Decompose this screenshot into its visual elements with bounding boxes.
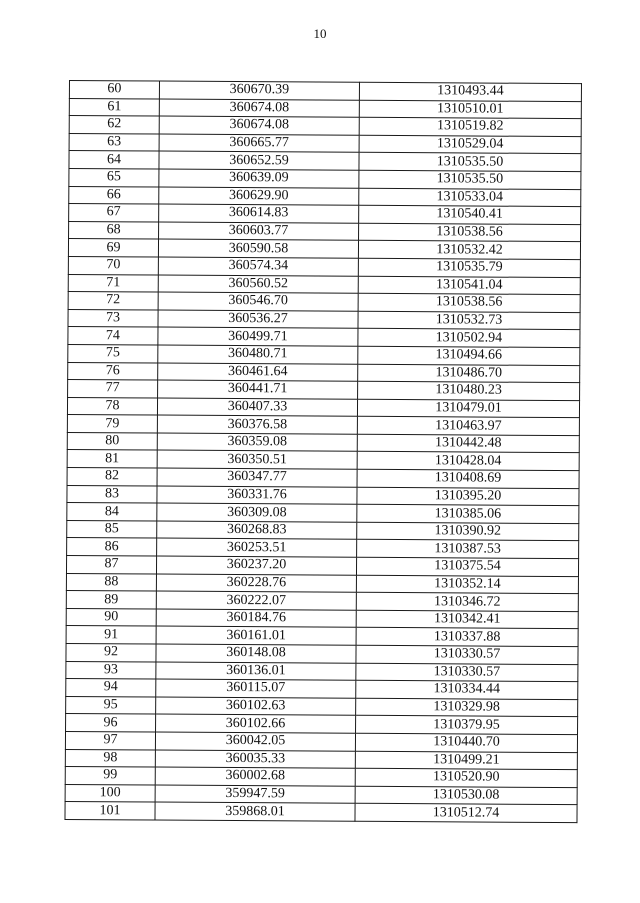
y-coordinate-cell: 1310463.97 — [357, 417, 579, 436]
y-coordinate-cell: 1310352.14 — [356, 575, 578, 594]
y-coordinate-cell: 1310540.41 — [359, 205, 581, 224]
x-coordinate-cell: 360629.90 — [159, 187, 359, 206]
y-coordinate-cell: 1310329.98 — [356, 698, 578, 717]
y-coordinate-cell: 1310532.73 — [358, 311, 580, 330]
y-coordinate-cell: 1310342.41 — [356, 610, 578, 629]
x-coordinate-cell: 360148.08 — [156, 644, 356, 663]
y-coordinate-cell: 1310390.92 — [357, 522, 579, 541]
y-coordinate-cell: 1310502.94 — [358, 329, 580, 348]
y-coordinate-cell: 1310395.20 — [357, 487, 579, 506]
y-coordinate-cell: 1310334.44 — [356, 680, 578, 699]
y-coordinate-cell: 1310529.04 — [359, 135, 581, 154]
x-coordinate-cell: 360253.51 — [157, 538, 357, 557]
y-coordinate-cell: 1310375.54 — [356, 557, 578, 576]
y-coordinate-cell: 1310408.69 — [357, 469, 579, 488]
x-coordinate-cell: 360499.71 — [158, 327, 358, 346]
point-number-cell: 90 — [66, 608, 156, 626]
y-coordinate-cell: 1310346.72 — [356, 592, 578, 611]
y-coordinate-cell: 1310330.57 — [356, 663, 578, 682]
x-coordinate-cell: 360161.01 — [156, 626, 356, 645]
y-coordinate-cell: 1310538.56 — [358, 293, 580, 312]
x-coordinate-cell: 360102.66 — [156, 714, 356, 733]
y-coordinate-cell: 1310330.57 — [356, 645, 578, 664]
point-number-cell: 60 — [69, 81, 159, 99]
point-number-cell: 73 — [68, 309, 158, 327]
y-coordinate-cell: 1310337.88 — [356, 628, 578, 647]
x-coordinate-cell: 360574.34 — [158, 257, 358, 276]
x-coordinate-cell: 360441.71 — [158, 380, 358, 399]
y-coordinate-cell: 1310494.66 — [358, 346, 580, 365]
x-coordinate-cell: 360376.58 — [157, 415, 357, 434]
point-number-cell: 83 — [67, 485, 157, 503]
y-coordinate-cell: 1310512.74 — [355, 804, 577, 823]
y-coordinate-cell: 1310479.01 — [357, 399, 579, 418]
point-number-cell: 98 — [65, 749, 155, 767]
table-row — [65, 802, 577, 823]
point-number-cell: 87 — [66, 556, 156, 574]
point-number-cell: 75 — [68, 344, 158, 362]
page-number: 10 — [313, 26, 327, 41]
x-coordinate-cell: 360614.83 — [159, 204, 359, 223]
x-coordinate-cell: 360674.08 — [159, 116, 359, 135]
y-coordinate-cell: 1310538.56 — [359, 223, 581, 242]
y-coordinate-cell: 1310493.44 — [359, 82, 581, 101]
x-coordinate-cell: 360560.52 — [158, 275, 358, 294]
point-number-cell: 68 — [69, 221, 159, 239]
x-coordinate-cell: 360674.08 — [159, 99, 359, 118]
point-number-cell: 93 — [66, 661, 156, 679]
x-coordinate-cell: 360331.76 — [157, 486, 357, 505]
y-coordinate-cell: 1310486.70 — [358, 364, 580, 383]
y-coordinate-cell: 1310387.53 — [357, 540, 579, 559]
x-coordinate-cell: 359947.59 — [155, 785, 355, 804]
y-coordinate-cell: 1310510.01 — [359, 100, 581, 119]
point-number-cell: 72 — [68, 292, 158, 310]
x-coordinate-cell: 360002.68 — [155, 767, 355, 786]
point-number-cell: 79 — [67, 415, 157, 433]
point-number-cell: 100 — [65, 784, 155, 802]
y-coordinate-cell: 1310535.50 — [359, 153, 581, 172]
point-number-cell: 99 — [65, 767, 155, 785]
point-number-cell: 85 — [67, 520, 157, 538]
x-coordinate-cell: 360670.39 — [159, 81, 359, 100]
x-coordinate-cell: 360222.07 — [156, 591, 356, 610]
x-coordinate-cell: 360228.76 — [156, 574, 356, 593]
point-number-cell: 97 — [65, 731, 155, 749]
point-number-cell: 82 — [67, 468, 157, 486]
point-number-cell: 70 — [68, 256, 158, 274]
coordinates-table-body — [65, 81, 582, 823]
x-coordinate-cell: 360102.63 — [156, 697, 356, 716]
y-coordinate-cell: 1310428.04 — [357, 452, 579, 471]
x-coordinate-cell: 360461.64 — [158, 363, 358, 382]
point-number-cell: 63 — [69, 133, 159, 151]
point-number-cell: 76 — [68, 362, 158, 380]
y-coordinate-cell: 1310499.21 — [355, 751, 577, 770]
x-coordinate-cell: 360035.33 — [155, 750, 355, 769]
x-coordinate-cell: 360480.71 — [158, 345, 358, 364]
y-coordinate-cell: 1310533.04 — [359, 188, 581, 207]
y-coordinate-cell: 1310520.90 — [355, 768, 577, 787]
x-coordinate-cell: 360546.70 — [158, 292, 358, 311]
point-number-cell: 69 — [68, 239, 158, 257]
y-coordinate-cell: 1310535.79 — [358, 258, 580, 277]
point-number-cell: 101 — [65, 802, 155, 820]
y-coordinate-cell: 1310480.23 — [358, 381, 580, 400]
point-number-cell: 67 — [69, 204, 159, 222]
point-number-cell: 78 — [67, 397, 157, 415]
point-number-cell: 62 — [69, 116, 159, 134]
y-coordinate-cell: 1310519.82 — [359, 117, 581, 136]
point-number-cell: 88 — [66, 573, 156, 591]
y-coordinate-cell: 1310541.04 — [358, 276, 580, 295]
x-coordinate-cell: 360590.58 — [158, 239, 358, 258]
x-coordinate-cell: 360350.51 — [157, 451, 357, 470]
point-number-cell: 61 — [69, 98, 159, 116]
point-number-cell: 84 — [67, 503, 157, 521]
x-coordinate-cell: 359868.01 — [155, 802, 355, 821]
point-number-cell: 81 — [67, 450, 157, 468]
point-number-cell: 80 — [67, 432, 157, 450]
point-number-cell: 74 — [68, 327, 158, 345]
x-coordinate-cell: 360268.83 — [157, 521, 357, 540]
x-coordinate-cell: 360136.01 — [156, 662, 356, 681]
x-coordinate-cell: 360115.07 — [156, 679, 356, 698]
x-coordinate-cell: 360639.09 — [159, 169, 359, 188]
x-coordinate-cell: 360652.59 — [159, 151, 359, 170]
point-number-cell: 95 — [66, 696, 156, 714]
y-coordinate-cell: 1310440.70 — [355, 733, 577, 752]
coordinates-table — [64, 80, 582, 823]
x-coordinate-cell: 360665.77 — [159, 134, 359, 153]
y-coordinate-cell: 1310530.08 — [355, 786, 577, 805]
point-number-cell: 96 — [66, 714, 156, 732]
x-coordinate-cell: 360184.76 — [156, 609, 356, 628]
x-coordinate-cell: 360309.08 — [157, 503, 357, 522]
y-coordinate-cell: 1310535.50 — [359, 170, 581, 189]
y-coordinate-cell: 1310442.48 — [357, 434, 579, 453]
x-coordinate-cell: 360536.27 — [158, 310, 358, 329]
point-number-cell: 94 — [66, 679, 156, 697]
x-coordinate-cell: 360042.05 — [155, 732, 355, 751]
point-number-cell: 91 — [66, 626, 156, 644]
x-coordinate-cell: 360603.77 — [159, 222, 359, 241]
y-coordinate-cell: 1310385.06 — [357, 505, 579, 524]
point-number-cell: 64 — [69, 151, 159, 169]
y-coordinate-cell: 1310379.95 — [356, 716, 578, 735]
point-number-cell: 77 — [68, 380, 158, 398]
x-coordinate-cell: 360407.33 — [157, 398, 357, 417]
point-number-cell: 92 — [66, 643, 156, 661]
x-coordinate-cell: 360359.08 — [157, 433, 357, 452]
point-number-cell: 89 — [66, 591, 156, 609]
point-number-cell: 65 — [69, 168, 159, 186]
x-coordinate-cell: 360237.20 — [156, 556, 356, 575]
point-number-cell: 86 — [67, 538, 157, 556]
x-coordinate-cell: 360347.77 — [157, 468, 357, 487]
point-number-cell: 66 — [69, 186, 159, 204]
point-number-cell: 71 — [68, 274, 158, 292]
y-coordinate-cell: 1310532.42 — [358, 241, 580, 260]
